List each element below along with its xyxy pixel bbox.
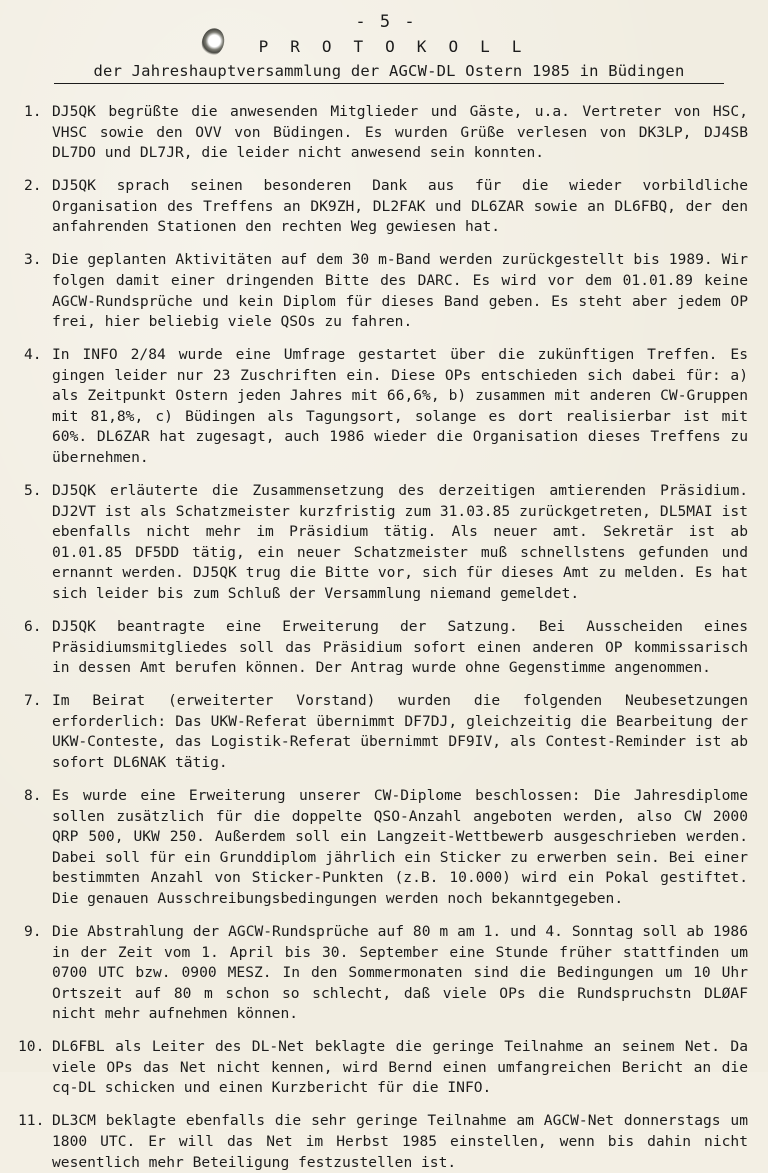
protocol-item-8 — [24, 786, 748, 910]
item-number: 11. — [18, 1112, 45, 1130]
item-number: 5. — [24, 482, 42, 500]
item-number: 1. — [24, 103, 42, 120]
protocol-item-7 — [24, 691, 748, 773]
item-text: Die geplanten Aktivitäten auf dem 30 m-Band werden zurückgestellt bis 1989. Wir folgen damit einer dringenden Bitte des DARC. Es wird vor dem 01.01.89 keine AGCW-Rundsprüche und kein Diplom für dieses Band geben. Es steht aber jedem OP frei, hier beliebig viele QSOs zu fahren. — [52, 251, 748, 331]
document-title: PROTOKOLL — [258, 37, 544, 56]
item-text: Im Beirat (erweiterter Vorstand) wurden die folgenden Neubesetzungen erforderlich: Das UKW-Referat übernimmt DF7DJ, gleichzeitig die Bearbeitung der UKW-Conteste, das Logistik-Referat übernimmt DF9IV, als Contest-Reminder ist ab sofort DL6NAK tätig. — [52, 692, 748, 771]
item-text: Es wurde eine Erweiterung unserer CW-Diplome beschlossen: Die Jahresdiplome sollen zusätzlich für die doppelte QSO-Anzahl angeboten werden, also CW 2000 QRP 500, UKW 250. Außerdem soll ein Langzeit-Wettbewerb ausgeschrieben werden. Dabei soll für ein Grunddiplom jährlich ein Sticker zu erwerben sein. Bei einer bestimmten Anzahl von Sticker-Punkten (z.B. 10.000) wird ein Pokal gestiftet. Die genauen Ausschreibungsbedingungen werden noch bekanntgegeben. — [52, 786, 748, 907]
item-text: In INFO 2/84 wurde eine Umfrage gestartet über die zukünftigen Treffen. Es gingen leider nur 23 Zuschriften ein. Diese OPs entschieden sich dabei für: a) als Zeitpunkt Ostern jeden Jahres mit 66,6%, b) zusammen mit anderen CW-Gruppen mit 81,8%, c) Büdingen als Tagungsort, solange es dort realisierbar ist mit 60%. DL6ZAR hat zugesagt, auch 1986 wieder die Organisation dieses Treffens zu übernehmen. — [52, 346, 748, 467]
protocol-item-5 — [24, 481, 748, 605]
item-text: DL6FBL als Leiter des DL-Net beklagte die geringe Teilnahme an seinem Net. Da viele OPs das Net nicht kennen, wird Bernd einen umfangreichen Bericht an die cq-DL schicken und einen Kurzbericht für die INFO. — [52, 1038, 748, 1097]
item-number: 3. — [24, 251, 42, 269]
protocol-item-2 — [24, 176, 748, 238]
item-text: DL3CM beklagte ebenfalls die sehr geringe Teilnahme am AGCW-Net donnerstags um 1800 UTC. Er will das Net im Herbst 1985 einstellen, wenn bis dahin nicht wesentlich mehr Beteiligung festzustellen ist. — [52, 1112, 748, 1171]
protocol-item-10 — [18, 1037, 748, 1099]
protocol-item-6 — [24, 617, 748, 679]
item-text: DJ5QK begrüßte die anwesenden Mitglieder und Gäste, u.a. Vertreter von HSC, VHSC sowie den OVV von Büdingen. Es wurden Grüße verlesen von DK3LP, DJ4SB DL7DO und DL7JR, die leider nicht anwesend sein konnten. — [52, 103, 748, 162]
item-text: DJ5QK sprach seinen besonderen Dank aus für die wieder vorbildliche Organisation des Treffens an DK9ZH, DL2FAK und DL6ZAR sowie an DL6FBQ, der den anfahrenden Stationen den rechten Weg gewiesen hat. — [52, 177, 748, 236]
item-number: 7. — [24, 692, 42, 710]
protocol-items-list — [18, 102, 748, 1173]
document-subtitle: der Jahreshauptversammlung der AGCW-DL Ostern 1985 in Büdingen — [54, 62, 724, 84]
protocol-item-1 — [24, 102, 748, 164]
protocol-item-4 — [24, 345, 748, 469]
protocol-item-11 — [18, 1111, 748, 1173]
item-number: 6. — [24, 618, 42, 636]
item-text: DJ5QK beantragte eine Erweiterung der Satzung. Bei Ausscheiden eines Präsidiumsmitgliedes soll das Präsidium sofort einen anderen OP kommissarisch in dessen Amt berufen können. Der Antrag wurde ohne Gegenstimme angenommen. — [52, 618, 748, 677]
item-number: 8. — [24, 786, 42, 804]
protocol-item-3 — [24, 250, 748, 332]
item-number: 10. — [18, 1038, 45, 1056]
page-number: - 5 - — [355, 12, 417, 32]
item-text: Die Abstrahlung der AGCW-Rundsprüche auf 80 m am 1. und 4. Sonntag soll ab 1986 in der Zeit vom 1. April bis 30. September eine Stunde früher stattfinden um 0700 UTC bzw. 0900 MESZ. In den Sommermonaten sind die Bedingungen um 10 Uhr Ortszeit auf 80 m schon so schlecht, daß viele OPs die Rundspruchstn DLØAF nicht mehr aufnehmen können. — [52, 922, 748, 1023]
item-number: 9. — [24, 922, 42, 940]
title-row — [24, 34, 748, 60]
item-text: DJ5QK erläuterte die Zusammensetzung des derzeitigen amtierenden Präsidium. DJ2VT ist als Schatzmeister kurzfristig zum 31.03.85 zurückgetreten, DL5MAI ist ebenfalls nicht mehr im Präsidium tätig. Als neuer amt. Sekretär ist ab 01.01.85 DF5DD tätig, ein neuer Schatzmeister muß schnellstens gefunden und ernannt werden. DJ5QK trug die Bitte vor, sich für dieses Amt zu melden. Es hat sich leider bis zum Schluß der Versammlung niemand gemeldet. — [52, 482, 748, 603]
protocol-item-9 — [24, 922, 748, 1025]
item-number: 2. — [24, 177, 42, 195]
item-number: 4. — [24, 346, 42, 364]
